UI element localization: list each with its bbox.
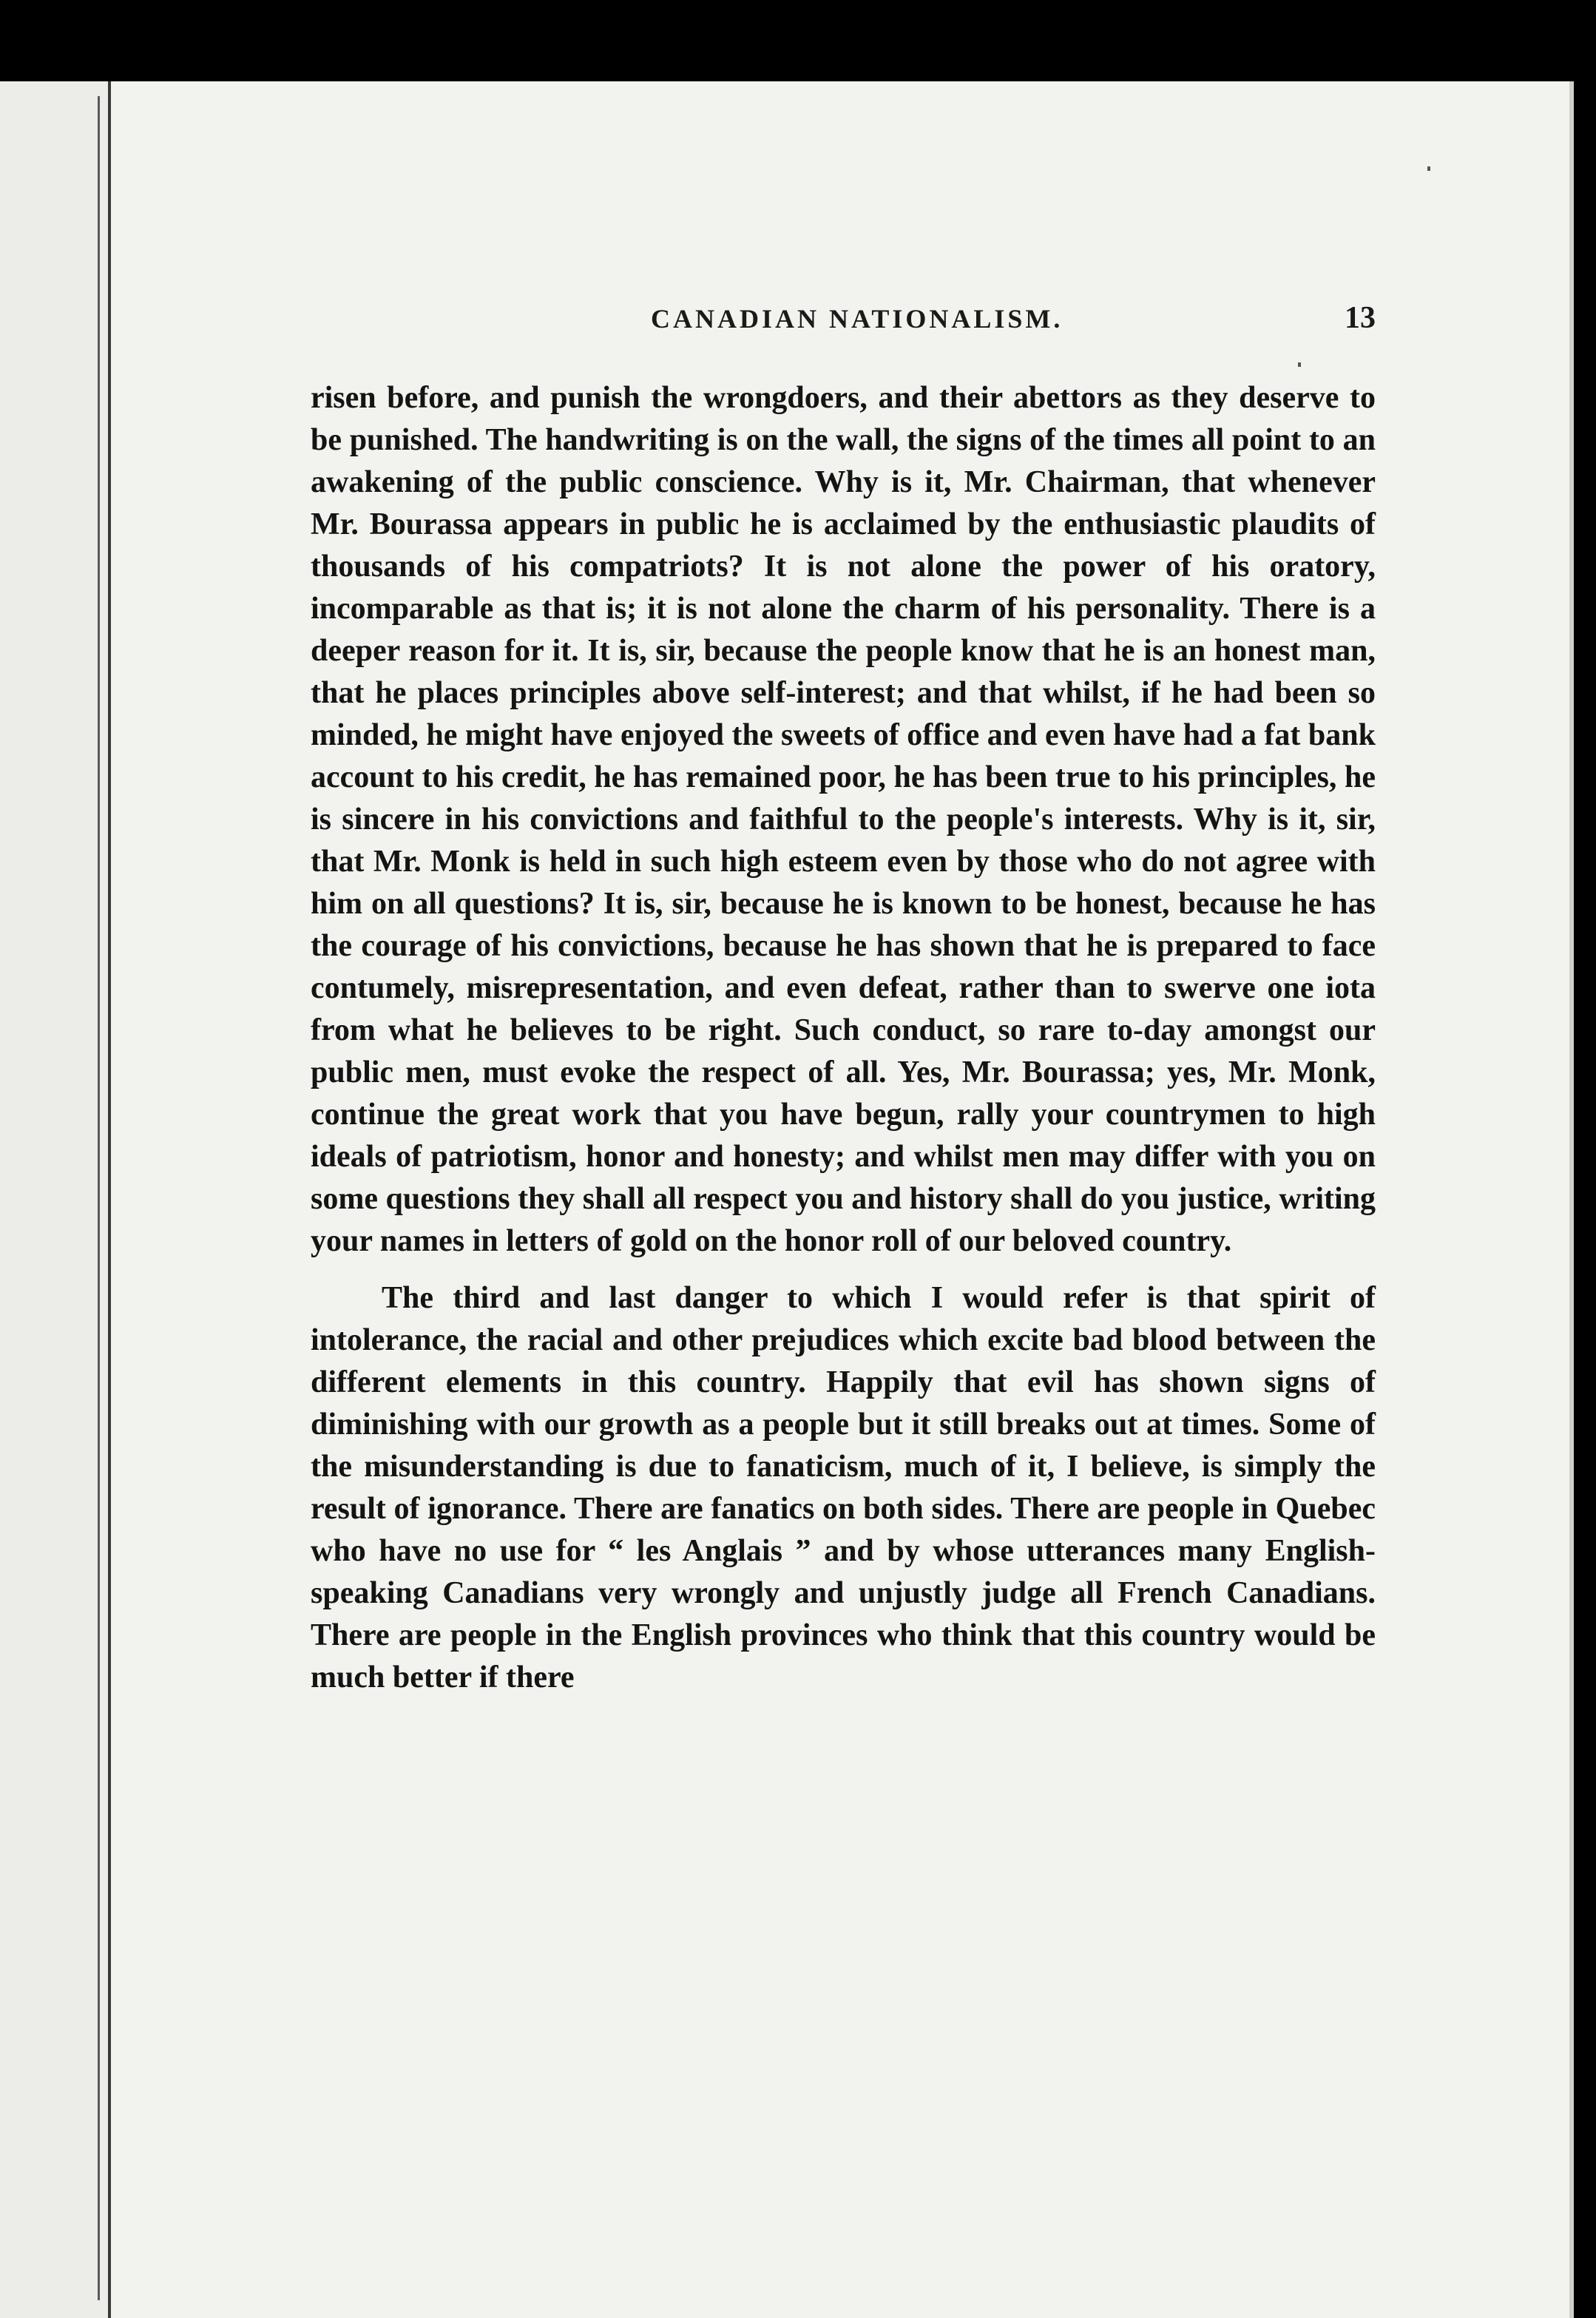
page-number: 13 [1345,301,1376,335]
scan-speck [1298,362,1301,367]
running-title: CANADIAN NATIONALISM. [651,304,1064,334]
body-text [311,377,1376,1699]
paragraph: The third and last danger to which I would refer is that spirit of intolerance, the racial and other prejudices which excite bad blood between the different elements in this country. Happily that evil has shown signs of diminishing with our growth as a people but it still breaks out at times. Some of the misunderstanding is due to fanaticism, much of it, I believe, is simply the result of ignorance. There are fanatics on both sides. There are people in Quebec who have no use for “ les Anglais ” and by whose utterances many English-speaking Canadians very wrongly and unjustly judge all French Canadians. There are people in the English provinces who think that this country would be much better if there [311,1281,1376,1694]
book-page [0,81,1574,2318]
page-edge [1569,81,1574,2318]
scan-speck [1427,166,1430,171]
running-head [311,303,1376,355]
facing-page-edge [0,81,111,2318]
paragraph: risen before, and punish the wrongdoers, and their abettors as they deserve to be punished. The handwriting is on the wall, the signs of the times all point to an awakening of the public conscience. Why is it, Mr. Chairman, that whenever Mr. Bourassa appears in public he is acclaimed by the enthusiastic plaudits of thousands of his compatriots? It is not alone the power of his oratory, incomparable as that is; it is not alone the charm of his personality. There is a deeper reason for it. It is, sir, because the people know that he is an honest man, that he places principles above self-interest; and that whilst, if he had been so minded, he might have enjoyed the sweets of office and even have had a fat bank account to his credit, he has remained poor, he has been true to his principles, he is sincere in his convictions and faithful to the people's interests. Why is it, sir, that Mr. Monk is held in such high esteem even by those who do not agree with him on all questions? It is, sir, because he is known to be honest, because he has the courage of his convictions, because he has shown that he is prepared to face contumely, misrepresentation, and even defeat, rather than to swerve one iota from what he believes to be right. Such conduct, so rare to-day amongst our public men, must evoke the respect of all. Yes, Mr. Bourassa; yes, Mr. Monk, continue the great work that you have begun, rally your countrymen to high ideals of patriotism, honor and honesty; and whilst men may differ with you on some questions they shall all respect you and history shall do you justice, writing your names in letters of gold on the honor roll of our beloved country. [311,381,1376,1258]
gutter-line [98,96,100,2300]
